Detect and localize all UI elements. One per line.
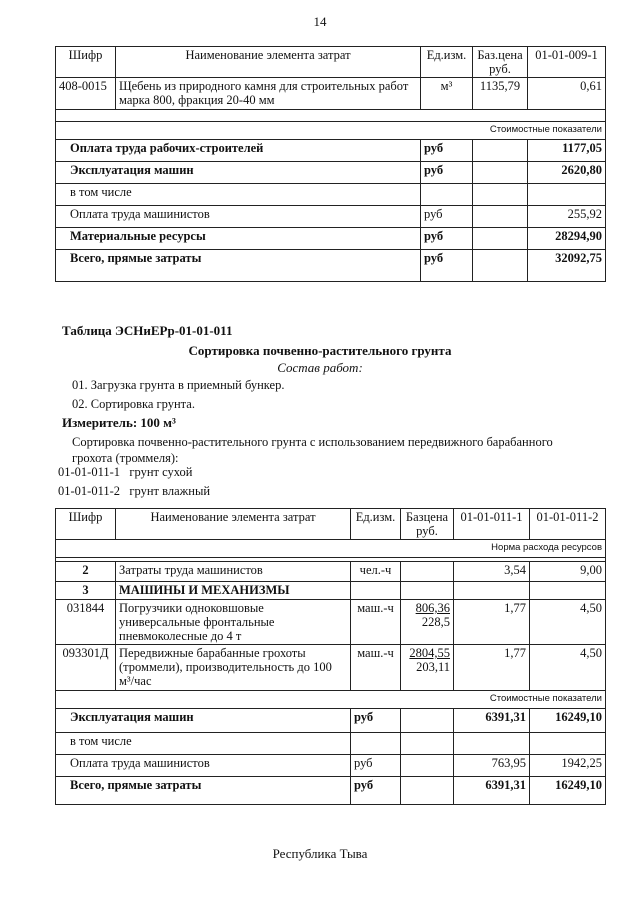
summary-row: Оплата труда машинистов руб 255,92 — [56, 206, 606, 228]
summary-row: в том числе — [56, 184, 606, 206]
work-item: 02. Сортировка грунта. — [72, 397, 195, 411]
table-header — [56, 509, 606, 540]
summary-row: Эксплуатация машин руб 6391,31 16249,10 — [56, 709, 606, 733]
header-cell: 01-01-009-1 — [528, 47, 606, 78]
header-cell: 01-01-011-1 — [454, 509, 530, 540]
table-header — [56, 47, 606, 78]
section-label: Стоимостные показатели — [56, 691, 606, 709]
section-subtitle: Сортировка почвенно-растительного грунта — [188, 343, 452, 358]
description-text: Сортировка почвенно-растительного грунта с использованием передвижного барабанного грохота (троммеля): — [72, 435, 553, 465]
header-cell: Шифр — [56, 47, 116, 78]
table-row: 2 Затраты труда машинистов чел.-ч 3,54 9,00 — [56, 562, 606, 582]
unit-cell: м³ — [421, 78, 473, 110]
header-cell: Ед.изм. — [351, 509, 401, 540]
footer-region: Республика Тыва — [272, 846, 368, 861]
composition-label: Состав работ: — [277, 360, 363, 375]
section-label: Стоимостные показатели — [56, 122, 606, 140]
table-row: 031844 Погрузчики одноковшовые универсальные фронтальные пневмоколесные до 4 т маш.-ч 806,36 228,5 1,77 4,50 — [56, 600, 606, 645]
summary-row: Эксплуатация машин руб 2620,80 — [56, 162, 606, 184]
table-row: 3 МАШИНЫ И МЕХАНИЗМЫ — [56, 582, 606, 600]
variant-item: 01-01-011-2 грунт влажный — [58, 484, 211, 498]
base-price-wage: 203,11 — [416, 660, 450, 674]
price-cell: 1135,79 — [473, 78, 528, 110]
table-title: Таблица ЭСНиЕРр-01-01-011 — [62, 323, 233, 338]
summary-row: Всего, прямые затраты руб 32092,75 — [56, 250, 606, 282]
summary-row: Оплата труда машинистов руб 763,95 1942,25 — [56, 755, 606, 777]
norm-label: Норма расхода ресурсов — [56, 540, 606, 558]
header-cell: Шифр — [56, 509, 116, 540]
value-cell: 0,61 — [528, 78, 606, 110]
summary-row: Всего, прямые затраты руб 6391,31 16249,10 — [56, 777, 606, 805]
header-cell: Наименование элемента затрат — [116, 509, 351, 540]
cost-table-1 — [55, 46, 606, 282]
base-price: 2804,55 — [409, 646, 450, 660]
header-cell: Наименование элемента затрат — [116, 47, 421, 78]
page-number: 14 — [313, 14, 327, 29]
work-item: 01. Загрузка грунта в приемный бункер. — [72, 378, 285, 392]
base-price: 806,36 — [415, 601, 450, 615]
measure-label: Измеритель: 100 м³ — [62, 415, 176, 430]
header-cell: Баз.цена руб. — [473, 47, 528, 78]
table-row — [56, 78, 606, 110]
header-cell: 01-01-011-2 — [530, 509, 606, 540]
header-cell: Ед.изм. — [421, 47, 473, 78]
header-cell: Базцена руб. — [401, 509, 454, 540]
table-row: 093301Д Передвижные барабанные грохоты (троммели), производительность до 100 м³/час маш.-ч 2804,55 203,11 1,77 4,50 — [56, 645, 606, 691]
cost-table-2 — [55, 508, 606, 805]
base-price-wage: 228,5 — [421, 615, 450, 629]
summary-row: в том числе — [56, 733, 606, 755]
code-cell: 408-0015 — [56, 78, 116, 110]
name-cell: Щебень из природного камня для строительных работ марка 800, фракция 20-40 мм — [116, 78, 421, 110]
summary-row: Оплата труда рабочих-строителей руб 1177,05 — [56, 140, 606, 162]
summary-row: Материальные ресурсы руб 28294,90 — [56, 228, 606, 250]
variant-item: 01-01-011-1 грунт сухой — [58, 465, 193, 479]
